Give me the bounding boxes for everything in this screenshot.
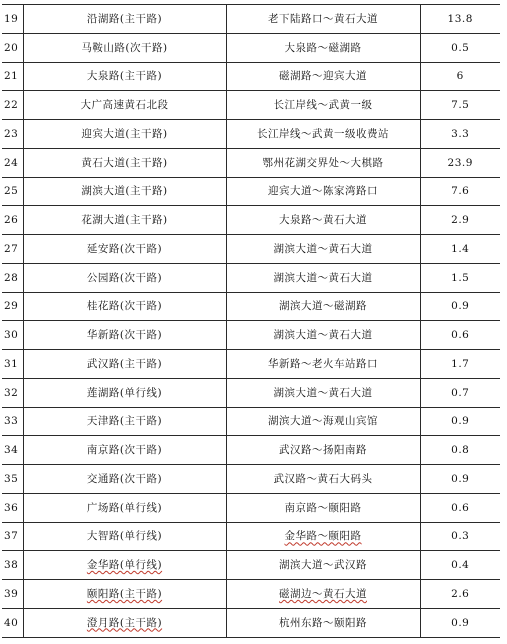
row-number: 40 [2,608,23,637]
road-section: 长江岸线～武黄一级收费站 [226,120,420,149]
road-name: 广场路(单行线) [23,493,226,522]
road-length: 0.9 [420,608,500,637]
row-number: 34 [2,436,23,465]
row-number: 33 [2,407,23,436]
name-text: 金华路(单行线) [86,559,163,572]
road-name: 武汉路(主干路) [23,350,226,379]
road-name: 桂花路(次干路) [23,292,226,321]
row-number: 21 [2,62,23,91]
road-section [226,580,420,609]
table-row [2,321,500,350]
table-row [2,5,500,34]
row-number: 20 [2,33,23,62]
table-row [2,522,500,551]
road-section: 湖滨大道～黄石大道 [226,378,420,407]
road-length: 0.5 [420,33,500,62]
table-row [2,263,500,292]
road-name: 南京路(次干路) [23,436,226,465]
section-text: 金华路～颐阳路 [284,530,362,543]
road-section: 湖滨大道～海观山宾馆 [226,407,420,436]
row-number: 31 [2,350,23,379]
road-name: 华新路(次干路) [23,321,226,350]
road-name: 延安路(次干路) [23,235,226,264]
road-length: 0.7 [420,378,500,407]
road-length: 1.4 [420,235,500,264]
table-row [2,350,500,379]
road-name: 天津路(主干路) [23,407,226,436]
road-section: 老下陆路口～黄石大道 [226,5,420,34]
row-number: 30 [2,321,23,350]
table-row [2,493,500,522]
section-text: 磁湖边～黄石大道 [279,587,367,600]
road-length: 3.3 [420,120,500,149]
road-section: 鄂州花湖交界处～大棋路 [226,148,420,177]
road-section: 湖滨大道～黄石大道 [226,263,420,292]
table-row [2,120,500,149]
road-section: 迎宾大道～陈家湾路口 [226,177,420,206]
row-number: 36 [2,493,23,522]
table-row [2,465,500,494]
road-section: 大泉路～磁湖路 [226,33,420,62]
row-number: 29 [2,292,23,321]
road-length: 0.3 [420,522,500,551]
road-length: 0.9 [420,465,500,494]
road-section: 湖滨大道～武汉路 [226,551,420,580]
road-section: 湖滨大道～磁湖路 [226,292,420,321]
road-name: 莲湖路(单行线) [23,378,226,407]
table-row [2,206,500,235]
row-number: 26 [2,206,23,235]
table-row [2,436,500,465]
row-number: 23 [2,120,23,149]
table-row [2,378,500,407]
row-number: 24 [2,148,23,177]
road-name [23,551,226,580]
table-row [2,292,500,321]
road-section: 杭州东路～颐阳路 [226,608,420,637]
road-section: 长江岸线～武黄一级 [226,91,420,120]
road-name: 黄石大道(主干路) [23,148,226,177]
row-number: 22 [2,91,23,120]
name-text: 澄月路(主干路) [86,616,163,629]
road-name: 马鞍山路(次干路) [23,33,226,62]
road-length: 0.8 [420,436,500,465]
road-name [23,580,226,609]
road-section: 大泉路～黄石大道 [226,206,420,235]
road-length: 7.5 [420,91,500,120]
road-section: 湖滨大道～黄石大道 [226,235,420,264]
road-section: 南京路～颐阳路 [226,493,420,522]
road-section: 华新路～老火车站路口 [226,350,420,379]
name-text: 颐阳路(主干路) [86,587,163,600]
road-name: 大泉路(主干路) [23,62,226,91]
road-length: 2.9 [420,206,500,235]
row-number: 25 [2,177,23,206]
road-length: 23.9 [420,148,500,177]
road-length: 13.8 [420,5,500,34]
road-length: 7.6 [420,177,500,206]
road-name: 沿湖路(主干路) [23,5,226,34]
road-name: 交通路(次干路) [23,465,226,494]
table-row [2,608,500,637]
road-name: 大智路(单行线) [23,522,226,551]
road-length: 0.6 [420,493,500,522]
table-row [2,177,500,206]
table-row [2,62,500,91]
row-number: 28 [2,263,23,292]
road-section: 武汉路～黄石大码头 [226,465,420,494]
table-row [2,148,500,177]
road-section: 武汉路～扬阳南路 [226,436,420,465]
table-row [2,33,500,62]
road-name: 花湖大道(主干路) [23,206,226,235]
road-length: 0.6 [420,321,500,350]
road-length: 0.4 [420,551,500,580]
road-section: 湖滨大道～黄石大道 [226,321,420,350]
road-length: 1.5 [420,263,500,292]
table-row [2,91,500,120]
row-number: 38 [2,551,23,580]
row-number: 35 [2,465,23,494]
table-row [2,580,500,609]
road-length-table [2,4,500,638]
road-section: 磁湖路～迎宾大道 [226,62,420,91]
row-number: 37 [2,522,23,551]
road-length: 2.6 [420,580,500,609]
road-name: 公园路(次干路) [23,263,226,292]
road-name: 迎宾大道(主干路) [23,120,226,149]
row-number: 39 [2,580,23,609]
road-name [23,608,226,637]
road-length: 0.9 [420,407,500,436]
table-row [2,235,500,264]
row-number: 19 [2,5,23,34]
row-number: 27 [2,235,23,264]
table-row [2,551,500,580]
row-number: 32 [2,378,23,407]
table-row [2,407,500,436]
road-length: 1.7 [420,350,500,379]
road-name: 湖滨大道(主干路) [23,177,226,206]
road-name: 大广高速黄石北段 [23,91,226,120]
road-length: 0.9 [420,292,500,321]
road-section [226,522,420,551]
road-length: 6 [420,62,500,91]
